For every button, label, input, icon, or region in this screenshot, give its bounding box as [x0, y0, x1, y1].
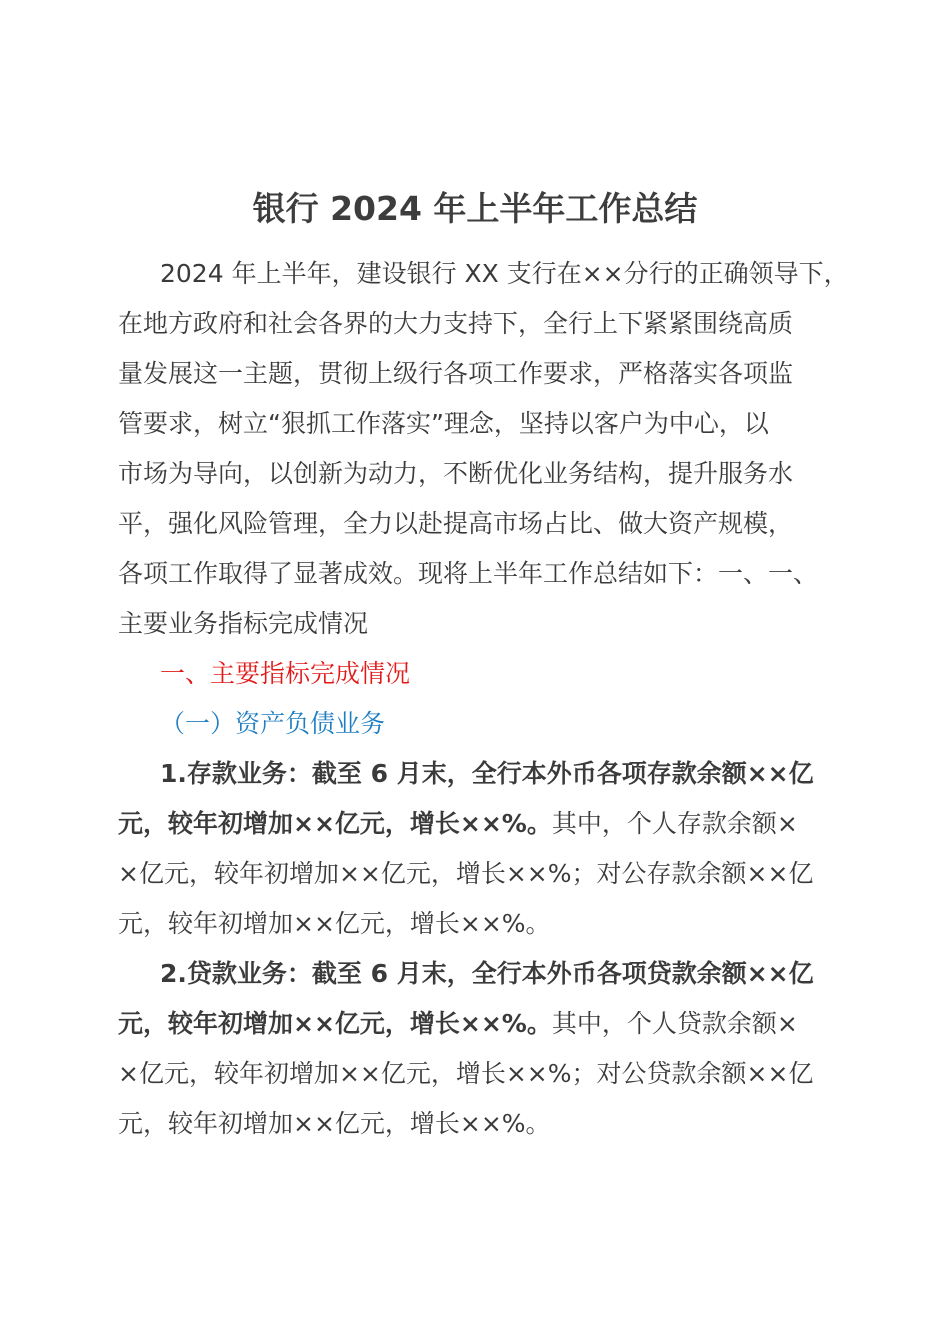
- intro-line-8: 主要业务指标完成情况: [118, 609, 369, 638]
- section-heading-2: （一）资产负债业务: [160, 709, 386, 738]
- section-heading-1: 一、主要指标完成情况: [160, 659, 411, 688]
- deposit-line-2: [118, 804, 798, 844]
- intro-line-3: 量发展这一主题，贯彻上级行各项工作要求，严格落实各项监: [118, 359, 794, 388]
- intro-line-4: 管要求，树立“狠抓工作落实”理念，坚持以客户为中心，以: [118, 409, 769, 438]
- loan-line-3: ×亿元，较年初增加××亿元，增长××%；对公贷款余额××亿: [118, 1059, 814, 1088]
- document-title: 银行 2024 年上半年工作总结: [252, 189, 698, 228]
- deposit-line-3: ×亿元，较年初增加××亿元，增长××%；对公存款余额××亿: [118, 859, 814, 888]
- deposit-line-4: 元，较年初增加××亿元，增长××%。: [118, 909, 551, 938]
- intro-line-2: 在地方政府和社会各界的大力支持下，全行上下紧紧围绕高质: [118, 309, 794, 338]
- intro-line-1: 2024 年上半年，建设银行 XX 支行在××分行的正确领导下，: [160, 259, 849, 288]
- deposit-line-2-bold: 元，较年初增加××亿元，增长××%。: [118, 809, 552, 838]
- intro-line-7: 各项工作取得了显著成效。现将上半年工作总结如下：一、一、: [118, 559, 819, 588]
- loan-line-2-rest: 其中，个人贷款余额×: [551, 1009, 798, 1038]
- loan-line-2: [118, 1004, 798, 1044]
- intro-line-6: 平，强化风险管理，全力以赴提高市场占比、做大资产规模，: [118, 509, 794, 538]
- loan-line-2-bold: 元，较年初增加××亿元，增长××%。: [118, 1009, 552, 1038]
- loan-line-1: 2.贷款业务：截至 6 月末，全行本外币各项贷款余额××亿: [160, 959, 814, 988]
- deposit-line-1: 1.存款业务：截至 6 月末，全行本外币各项存款余额××亿: [160, 759, 814, 788]
- deposit-line-2-rest: 其中，个人存款余额×: [551, 809, 798, 838]
- loan-line-4: 元，较年初增加××亿元，增长××%。: [118, 1109, 551, 1138]
- intro-line-5: 市场为导向，以创新为动力，不断优化业务结构，提升服务水: [118, 459, 794, 488]
